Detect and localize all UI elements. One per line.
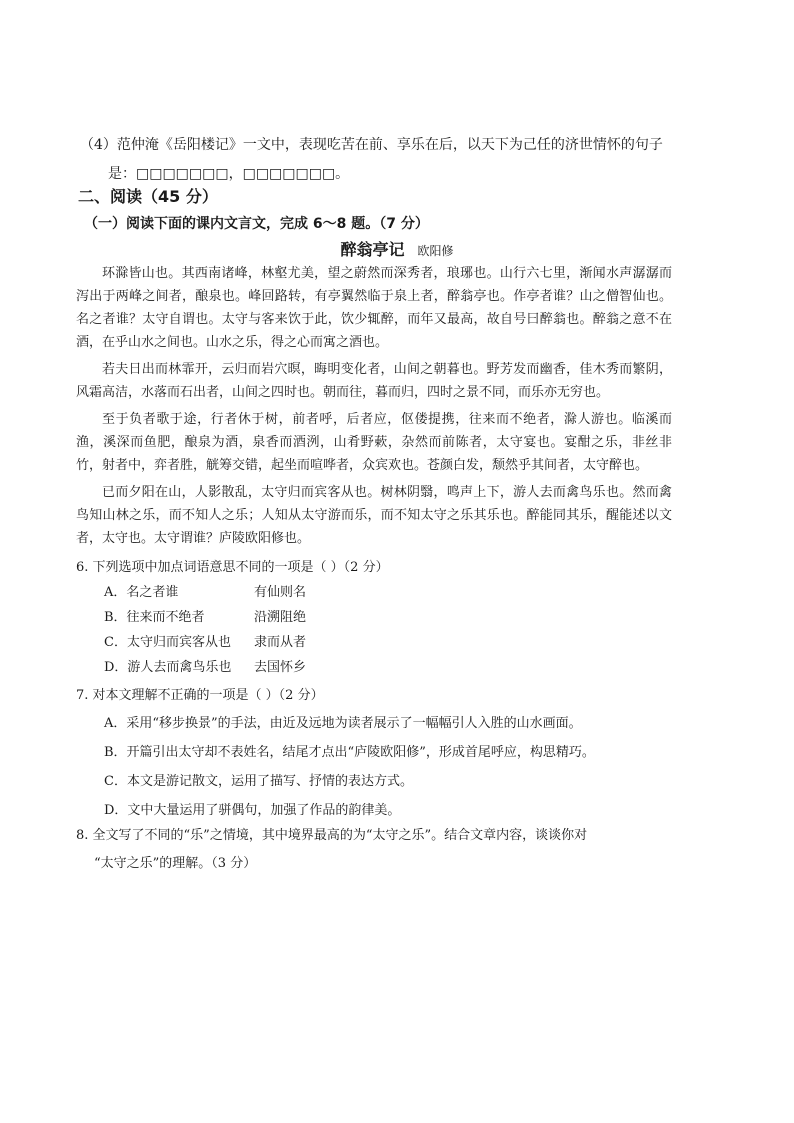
question-6-stem: 6. 下列选项中加点词语意思不同的一项是（ ）（2 分） <box>76 560 389 575</box>
essay-passage <box>76 262 672 554</box>
question-4-line-2: 是：□□□□□□□，□□□□□□□。 <box>108 166 350 182</box>
passage-paragraph-3: 至于负者歌于途，行者休于树，前者呼，后者应，伛偻提携，往来而不绝者，滁人游也。临溪而渔，溪深而鱼肥，酿泉为酒，泉香而酒洌，山肴野蔌，杂然而前陈者，太守宴也。宴酣之乐，非丝非竹，射者中，弈者胜，觥筹交错，起坐而喧哗者，众宾欢也。苍颜白发，颓然乎其间者，太守醉也。 <box>76 412 672 473</box>
essay-heading <box>0 237 794 260</box>
question-7-stem: 7. 对本文理解不正确的一项是（ ）（2 分） <box>76 688 324 703</box>
subsection-instruction: （一）阅读下面的课内文言文，完成 6～8 题。（7 分） <box>84 216 429 232</box>
question-8 <box>76 822 696 878</box>
question-6-option-c: C．太守归而宾客从也 隶而从者 <box>104 635 307 650</box>
passage-paragraph-1: 环滁皆山也。其西南诸峰，林壑尤美，望之蔚然而深秀者，琅琊也。山行六七里，渐闻水声潺潺而泻出于两峰之间者，酿泉也。峰回路转，有亭翼然临于泉上者，醉翁亭也。作亭者谁？山之僧智仙也。名之者谁？太守自谓也。太守与客来饮于此，饮少辄醉，而年又最高，故自号曰醉翁也。醉翁之意不在酒，在乎山水之间也。山水之乐，得之心而寓之酒也。 <box>76 266 672 350</box>
question-4-line-1: （4）范仲淹《岳阳楼记》一文中，表现吃苦在前、享乐在后，以天下为己任的济世情怀的句子 <box>80 137 663 153</box>
question-7-option-a: A．采用“移步换景”的手法，由近及远地为读者展示了一幅幅引人入胜的山水画面。 <box>104 716 582 731</box>
passage-paragraph-2: 若夫日出而林霏开，云归而岩穴暝，晦明变化者，山间之朝暮也。野芳发而幽香，佳木秀而繁阴，风霜高洁，水落而石出者，山间之四时也。朝而往，暮而归，四时之景不同，而乐亦无穷也。 <box>76 362 672 400</box>
question-8-line-1: 8. 全文写了不同的“乐”之情境，其中境界最高的为“太守之乐”。结合文章内容，谈谈你对 <box>76 828 588 843</box>
essay-title: 醉翁亭记 <box>340 240 405 259</box>
question-8-line-2: “太守之乐”的理解。（3 分） <box>94 856 257 871</box>
question-7-option-b: B．开篇引出太守却不表姓名，结尾才点出“庐陵欧阳修”，形成首尾呼应，构思精巧。 <box>104 745 595 760</box>
question-7-option-d: D．文中大量运用了骈偶句，加强了作品的韵律美。 <box>104 803 401 818</box>
question-6-option-d: D．游人去而禽鸟乐也 去国怀乡 <box>104 660 307 675</box>
section-title: 二、阅读（45 分） <box>78 187 218 206</box>
passage-paragraph-4: 已而夕阳在山，人影散乱，太守归而宾客从也。树林阴翳，鸣声上下，游人去而禽鸟乐也。然而禽鸟知山林之乐，而不知人之乐；人知从太守游而乐，而不知太守之乐其乐也。醉能同其乐，醒能述以文者，太守也。太守谓谁？庐陵欧阳修也。 <box>76 485 672 546</box>
essay-author: 欧阳修 <box>417 244 454 258</box>
question-6-option-a: A．名之者谁 有仙则名 <box>104 585 307 600</box>
question-4 <box>80 131 680 189</box>
question-7-option-c: C．本文是游记散文，运用了描写、抒情的表达方式。 <box>104 774 413 789</box>
question-6-option-b: B．往来而不绝者 沿溯阻绝 <box>104 610 307 625</box>
